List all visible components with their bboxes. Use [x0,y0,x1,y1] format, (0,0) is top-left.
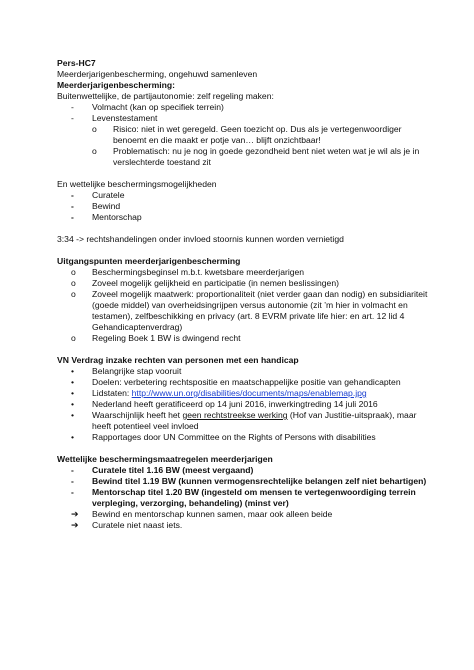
list-item [57,388,437,399]
list-item: - Mentorschap titel 1.20 BW (ingesteld om mensen te vertegenwoordiging terrein verpleging, verzorging, behandeling) (minst ver) [71,487,416,508]
section-heading-uitgangspunten: Uitgangspunten meerderjarigenbescherming [57,256,241,266]
wettelijk-intro: En wettelijke beschermingsmogelijkheden [57,179,217,189]
dot-bullet: • [71,366,75,376]
dash-bullet: - [71,465,74,475]
section-heading-wettelijke-maatregelen: Wettelijke beschermingsmaatregelen meerderjarigen [57,454,273,464]
circle-bullet: o [71,267,76,277]
sub-list-item: o Risico: niet in wet geregeld. Geen toezicht op. Dus als je vertegenwoordiger benoemt en die maakt er potje van… blijft onzichtbaar! [92,124,402,145]
article-note: 3:34 -> rechtshandelingen onder invloed stoornis kunnen worden vernietigd [57,234,344,244]
list-item: o Regeling Boek 1 BW is dwingend recht [71,333,241,343]
dash-bullet: - [71,113,74,123]
list-item: - Volmacht (kan op specifiek terrein) [71,102,224,112]
list-item: - Curatele titel 1.16 BW (meest vergaand) [71,465,254,475]
list-item: • Belangrijke stap vooruit [71,366,182,376]
list-item: - Curatele [71,190,125,200]
dot-bullet: • [71,377,75,387]
document-content [57,58,437,531]
list-item: - Levenstestament [71,113,158,123]
circle-bullet: o [92,124,97,134]
list-item: ➔ Bewind en mentorschap kunnen samen, maar ook alleen beide [71,509,333,519]
section-heading-vn-verdrag: VN Verdrag inzake rechten van personen met een handicap [57,355,299,365]
list-item: o Zoveel mogelijk gelijkheid en participatie (in nemen beslissingen) [71,278,339,288]
list-item: o Beschermingsbeginsel m.b.t. kwetsbare meerderjarigen [71,267,305,277]
list-item: - Bewind titel 1.19 BW (kunnen vermogensrechtelijke belangen zelf niet behartigen) [71,476,427,486]
intro-text: Buitenwettelijke, de partijautonomie: zelf regeling maken: [57,91,274,101]
dash-bullet: - [71,487,74,497]
list-item: • Waarschijnlijk heeft het geen rechtstreekse werking (Hof van Justitie-uitspraak), maar heeft potentieel veel invloed [71,410,417,431]
dot-bullet: • [71,432,75,442]
course-code: Pers-HC7 [57,58,96,68]
list-item: - Mentorschap [71,212,142,222]
list-item: - Bewind [71,201,121,211]
list-item: • Nederland heeft geratificeerd op 14 juni 2016, inwerkingtreding 14 juli 2016 [71,399,378,409]
list-item: ➔ Curatele niet naast iets. [71,520,183,530]
enablemap-link[interactable]: http://www.un.org/disabilities/documents/maps/enablemap.jpg [131,388,367,398]
list-item: • Rapportages door UN Committee on the Rights of Persons with disabilities [71,432,376,442]
lidstaten-label: Lidstaten: [92,388,132,398]
dash-bullet: - [71,102,74,112]
section-heading-meerderjarigenbescherming: Meerderjarigenbescherming: [57,80,175,90]
dot-bullet: • [71,410,75,420]
dash-bullet: - [71,212,74,222]
arrow-right-icon: ➔ [71,520,79,530]
dot-bullet: • [71,388,75,398]
sub-list-item: o Problematisch: nu je nog in goede gezondheid bent niet weten wat je wil als je in verslechterde toestand zit [92,146,420,167]
list-item: o Zoveel mogelijk maatwerk: proportionaliteit (niet verder gaan dan nodig) en subsidiariteit (goede middel) van overheidsingrijpen versus autonomie (zit ’m hier in volmacht en testamen), zelfbeschikking en privacy (art. 8 EVRM private life hier: en art. 12 lid 4 Gehandicaptenverdrag) [71,289,428,332]
circle-bullet: o [71,333,76,343]
circle-bullet: o [71,278,76,288]
arrow-right-icon: ➔ [71,509,79,519]
list-item: • Doelen: verbetering rechtspositie en maatschappelijke positie van gehandicapten [71,377,401,387]
underlined-term: geen rechtstreekse werking [182,410,288,420]
dash-bullet: - [71,190,74,200]
circle-bullet: o [92,146,97,156]
circle-bullet: o [71,289,76,299]
dot-bullet: • [71,399,75,409]
document-subtitle: Meerderjarigenbescherming, ongehuwd samenleven [57,69,258,79]
dash-bullet: - [71,201,74,211]
dash-bullet: - [71,476,74,486]
